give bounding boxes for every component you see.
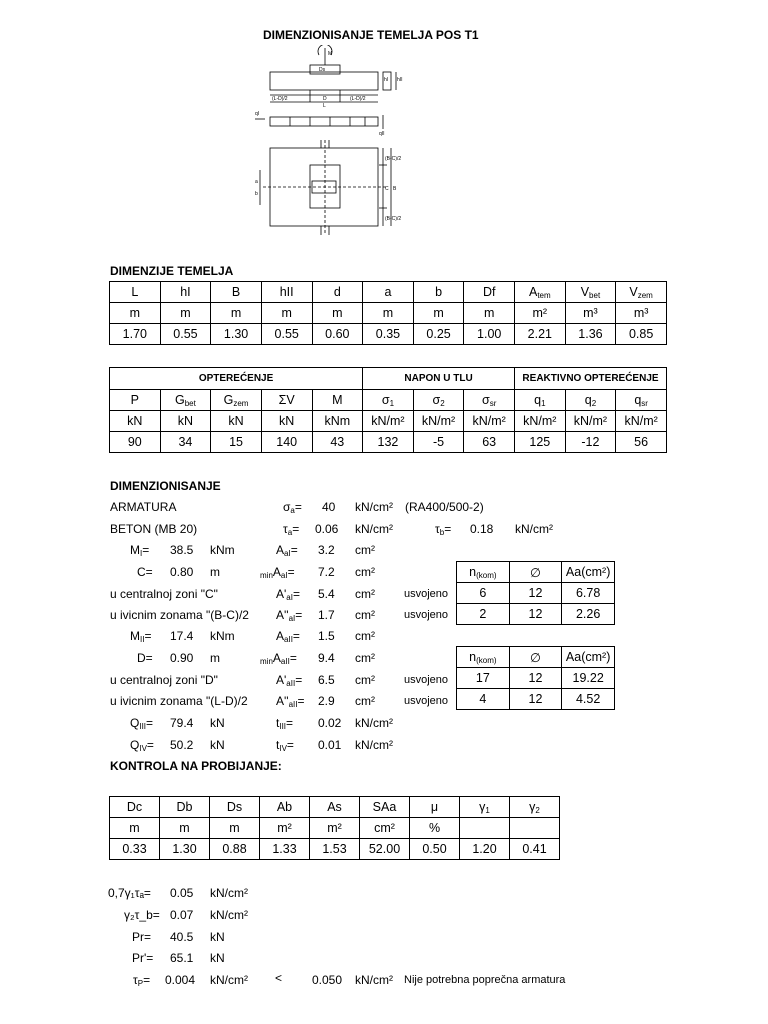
limit-value: 0.050 [312,973,343,987]
value-cell: 0.25 [413,324,464,345]
value-cell: 2.21 [515,324,566,345]
unit-cell: m [211,303,262,324]
unit-cell [510,818,560,839]
unit-cell: m [160,303,211,324]
calc-value: 9.4 [318,651,335,665]
value-cell: 0.55 [160,324,211,345]
value-cell: 12 [509,668,562,689]
header-cell: Df [464,282,515,303]
unit-cell: m [464,303,515,324]
header-cell: a [363,282,414,303]
calc-value: 1.5 [318,629,335,643]
header-cell: d [312,282,363,303]
header-cell: $G_{bet}$ [160,390,211,411]
unit-cell: m [210,818,260,839]
calc-unit: cm² [355,608,375,622]
calc-label: u centralnoj zoni "D" [110,673,218,687]
header-cell: Ds [210,797,260,818]
header-cell: Db [160,797,210,818]
value-cell: 0.85 [616,324,667,345]
header-cell: $q_1$ [515,390,566,411]
drawing-label: (B-C)/2 [385,216,402,222]
header-cell: ΣV [261,390,312,411]
check-label: Pr'= [132,951,154,965]
check-unit: kN/cm² [210,886,248,900]
unit-cell: m² [515,303,566,324]
header-cell: $G_{zem}$ [211,390,262,411]
unit-cell: m [413,303,464,324]
check-value: 65.1 [170,951,194,965]
table-header-row [457,647,615,668]
unit-cell: m [160,818,210,839]
tau-a-unit: kN/cm² [355,522,393,536]
adopted-label: usvojeno [404,609,449,621]
check-unit: kN [210,951,225,965]
value-cell: 0.35 [363,324,414,345]
check-unit: kN [210,930,225,944]
drawing-label: (L-D)/2 [350,96,366,102]
sigma-a-label: $\sigma_a=$ [283,500,302,515]
calc-unit: cm² [355,543,375,557]
header-cell: L [110,282,161,303]
header-cell: $\sigma_2$ [413,390,464,411]
drawing-label: C [385,186,389,192]
tau-b-label: $\tau_b=$ [435,522,452,537]
section-heading: DIMENZIONISANJE [110,479,221,493]
value-cell: 1.70 [110,324,161,345]
limit-unit: kN/cm² [355,973,393,987]
table-values-row [110,839,560,860]
header-cell: $n_{(kom)}$ [457,647,510,668]
compare-symbol: < [275,971,283,985]
value-cell: 1.33 [260,839,310,860]
header-cell: hII [261,282,312,303]
tau-p-label: $\tau_P=$ [133,973,151,988]
drawing-label: hII [397,77,403,83]
load-table [109,367,667,453]
beton-label: BETON (MB 20) [110,522,198,536]
unit-cell: m [363,303,414,324]
calc-value: 0.80 [170,565,194,579]
header-cell: $V_{zem}$ [616,282,667,303]
group-header: NAPON U TLU [363,368,515,390]
tau-p-unit: kN/cm² [210,973,248,987]
calc-label: $Q_{III}=$ [130,716,154,731]
unit-cell: kN/m² [413,411,464,432]
calc-unit: kN/cm² [355,738,393,752]
calc-unit: cm² [355,629,375,643]
header-cell: Aa(cm²) [562,562,615,583]
header-cell: $q_{sr}$ [616,390,667,411]
header-cell: M [312,390,363,411]
unit-cell: kN [261,411,312,432]
value-cell: 125 [515,432,566,453]
table-units-row [110,303,667,324]
calc-value: 0.90 [170,651,194,665]
calc-label: $A_{aII}=$ [276,629,300,644]
value-cell: 0.55 [261,324,312,345]
drawing-label: hI [384,77,389,83]
calc-label: $_{min}A_{aII}=$ [260,651,297,666]
adopted-label: usvojeno [404,674,449,686]
calc-unit: cm² [355,694,375,708]
calc-value: 0.01 [318,738,342,752]
drawing-label: B [393,186,397,192]
header-cell: hI [160,282,211,303]
calc-value: 6.5 [318,673,335,687]
unit-cell: m² [310,818,360,839]
calc-unit: m [210,565,220,579]
calc-label: $M_{II}=$ [130,629,152,644]
header-cell: $q_2$ [565,390,616,411]
unit-cell: cm² [360,818,410,839]
value-cell: 1.00 [464,324,515,345]
header-cell: As [310,797,360,818]
header-cell: P [110,390,161,411]
value-cell: 1.20 [460,839,510,860]
check-unit: kN/cm² [210,908,248,922]
unit-cell: m³ [616,303,667,324]
tau-a-label: $\tau_a=$ [283,522,300,537]
value-cell: 63 [464,432,515,453]
calc-label: $M_I=$ [130,543,150,558]
header-cell: B [211,282,262,303]
header-cell: ∅ [509,647,562,668]
calc-label: $A_{aI}=$ [276,543,298,558]
unit-cell: kN [160,411,211,432]
table-header-row [457,562,615,583]
adopted-label: usvojeno [404,588,449,600]
drawing-label: (L-D)/2 [272,96,288,102]
table-values-row [110,432,667,453]
sigma-a-unit: kN/cm² [355,500,393,514]
header-cell: b [413,282,464,303]
calc-unit: kN [210,738,225,752]
value-cell: -5 [413,432,464,453]
footing-elevation [270,72,378,90]
header-cell: ∅ [509,562,562,583]
unit-cell: kN [110,411,161,432]
value-cell: 0.41 [510,839,560,860]
table-row [457,604,615,625]
value-cell: 15 [211,432,262,453]
calc-label: $t_{III}=$ [276,716,294,731]
calc-unit: kN/cm² [355,716,393,730]
unit-cell: kN/m² [565,411,616,432]
calc-value: 7.2 [318,565,335,579]
value-cell: 140 [261,432,312,453]
header-cell: $\gamma_1$ [460,797,510,818]
unit-cell: m [110,303,161,324]
value-cell: 1.30 [160,839,210,860]
table-row [457,668,615,689]
unit-cell: kN/m² [616,411,667,432]
header-cell: $\sigma_1$ [363,390,414,411]
calc-value: 50.2 [170,738,194,752]
value-cell: 43 [312,432,363,453]
drawing-label: (B-C)/2 [385,156,402,162]
calc-unit: cm² [355,673,375,687]
calc-label: $A'_{aI}=$ [276,587,300,602]
unit-cell: kN/m² [515,411,566,432]
armatura-label: ARMATURA [110,500,177,514]
calc-unit: cm² [355,587,375,601]
value-cell: 19.22 [562,668,615,689]
drawing-label: L [323,103,326,109]
section-heading: DIMENZIJE TEMELJA [110,264,234,278]
calc-value: 79.4 [170,716,194,730]
unit-cell: m [312,303,363,324]
calc-unit: m [210,651,220,665]
drawing-label: qI [255,111,260,117]
drawing-label: a [255,179,258,185]
calc-value: 0.02 [318,716,342,730]
value-cell: 17 [457,668,510,689]
drawing-label: b [255,191,258,197]
sigma-a-value: 40 [322,500,336,514]
section-heading: KONTROLA NA PROBIJANJE: [110,759,282,773]
conclusion-text: Nije potrebna poprečna armatura [404,974,566,986]
ra-label: (RA400/500-2) [405,500,484,514]
pressure-diagram [270,117,378,126]
calc-label: C= [137,565,153,579]
drawing-label: qII [379,131,385,137]
table-header-row [110,797,560,818]
value-cell: 1.36 [565,324,616,345]
calc-unit: kN [210,716,225,730]
calc-label: D= [137,651,153,665]
value-cell: 6.78 [562,583,615,604]
check-label: Pr= [132,930,152,944]
header-cell: $n_{(kom)}$ [457,562,510,583]
table-row [457,689,615,710]
foundation-drawing [255,45,415,240]
calc-label: $A''_{aI}=$ [276,608,303,623]
header-cell: $\sigma_{sr}$ [464,390,515,411]
reinforcement-table-2 [456,646,615,710]
calc-label: u centralnoj zoni "C" [110,587,218,601]
calc-label: $Q_{IV}=$ [130,738,154,753]
value-cell: 2.26 [562,604,615,625]
header-cell: Ab [260,797,310,818]
calc-value: 3.2 [318,543,335,557]
value-cell: 90 [110,432,161,453]
check-value: 40.5 [170,930,194,944]
value-cell: 1.53 [310,839,360,860]
calc-unit: cm² [355,565,375,579]
unit-cell: m² [260,818,310,839]
value-cell: 52.00 [360,839,410,860]
check-label: 0,7γ₁τₐ= [108,886,151,900]
unit-cell: kN [211,411,262,432]
calc-unit: cm² [355,651,375,665]
page-title: DIMENZIONISANJE TEMELJA POS T1 [263,28,479,42]
table-row [457,583,615,604]
value-cell: 0.50 [410,839,460,860]
unit-cell: kN/m² [464,411,515,432]
value-cell: 0.33 [110,839,160,860]
value-cell: 4.52 [562,689,615,710]
value-cell: 12 [509,604,562,625]
calc-unit: kNm [210,543,235,557]
tau-b-unit: kN/cm² [515,522,553,536]
table-units-row [110,818,560,839]
value-cell: 34 [160,432,211,453]
value-cell: -12 [565,432,616,453]
unit-cell [460,818,510,839]
check-value: 0.07 [170,908,194,922]
drawing-label: Ds [319,67,326,73]
dimensions-table [109,281,667,345]
table-header-row [110,282,667,303]
header-cell: Dc [110,797,160,818]
value-cell: 12 [509,689,562,710]
drawing-label: D [323,96,327,102]
table-values-row [110,324,667,345]
adopted-label: usvojeno [404,695,449,707]
header-cell: $\gamma_2$ [510,797,560,818]
tau-a-value: 0.06 [315,522,339,536]
group-header-row [110,368,667,390]
unit-cell: % [410,818,460,839]
value-cell: 6 [457,583,510,604]
reinforcement-table-1 [456,561,615,625]
group-header: OPTEREĆENJE [110,368,363,390]
tau-b-value: 0.18 [470,522,494,536]
calc-value: 5.4 [318,587,335,601]
calc-label: u ivicnim zonama "(B-C)/2 [110,608,249,622]
punching-table [109,796,560,860]
calc-value: 1.7 [318,608,335,622]
calc-label: $_{min}A_{aI}=$ [260,565,295,580]
calc-value: 17.4 [170,629,194,643]
header-cell: $V_{bet}$ [565,282,616,303]
header-cell: Aa(cm²) [562,647,615,668]
value-cell: 0.60 [312,324,363,345]
calc-label: u ivicnim zonama "(L-D)/2 [110,694,248,708]
calc-value: 2.9 [318,694,335,708]
check-label: γ₂τ_b= [124,908,160,922]
value-cell: 132 [363,432,414,453]
value-cell: 2 [457,604,510,625]
unit-cell: m [110,818,160,839]
calc-label: $A'_{aII}=$ [276,673,303,688]
tau-p-value: 0.004 [165,973,196,987]
unit-cell: m³ [565,303,616,324]
unit-cell: kN/m² [363,411,414,432]
value-cell: 56 [616,432,667,453]
calc-unit: kNm [210,629,235,643]
calc-label: $A''_{aII}=$ [276,694,305,709]
value-cell: 4 [457,689,510,710]
unit-cell: kNm [312,411,363,432]
unit-cell: m [261,303,312,324]
calc-label: $t_{IV}=$ [276,738,294,753]
value-cell: 12 [509,583,562,604]
table-header-row [110,390,667,411]
group-header: REAKTIVNO OPTEREĆENJE [515,368,667,390]
calc-value: 38.5 [170,543,194,557]
check-value: 0.05 [170,886,194,900]
value-cell: 0.88 [210,839,260,860]
value-cell: 1.30 [211,324,262,345]
drawing-label: M [328,51,333,57]
table-units-row [110,411,667,432]
header-cell: $A_{tem}$ [515,282,566,303]
header-cell: μ [410,797,460,818]
header-cell: SAa [360,797,410,818]
